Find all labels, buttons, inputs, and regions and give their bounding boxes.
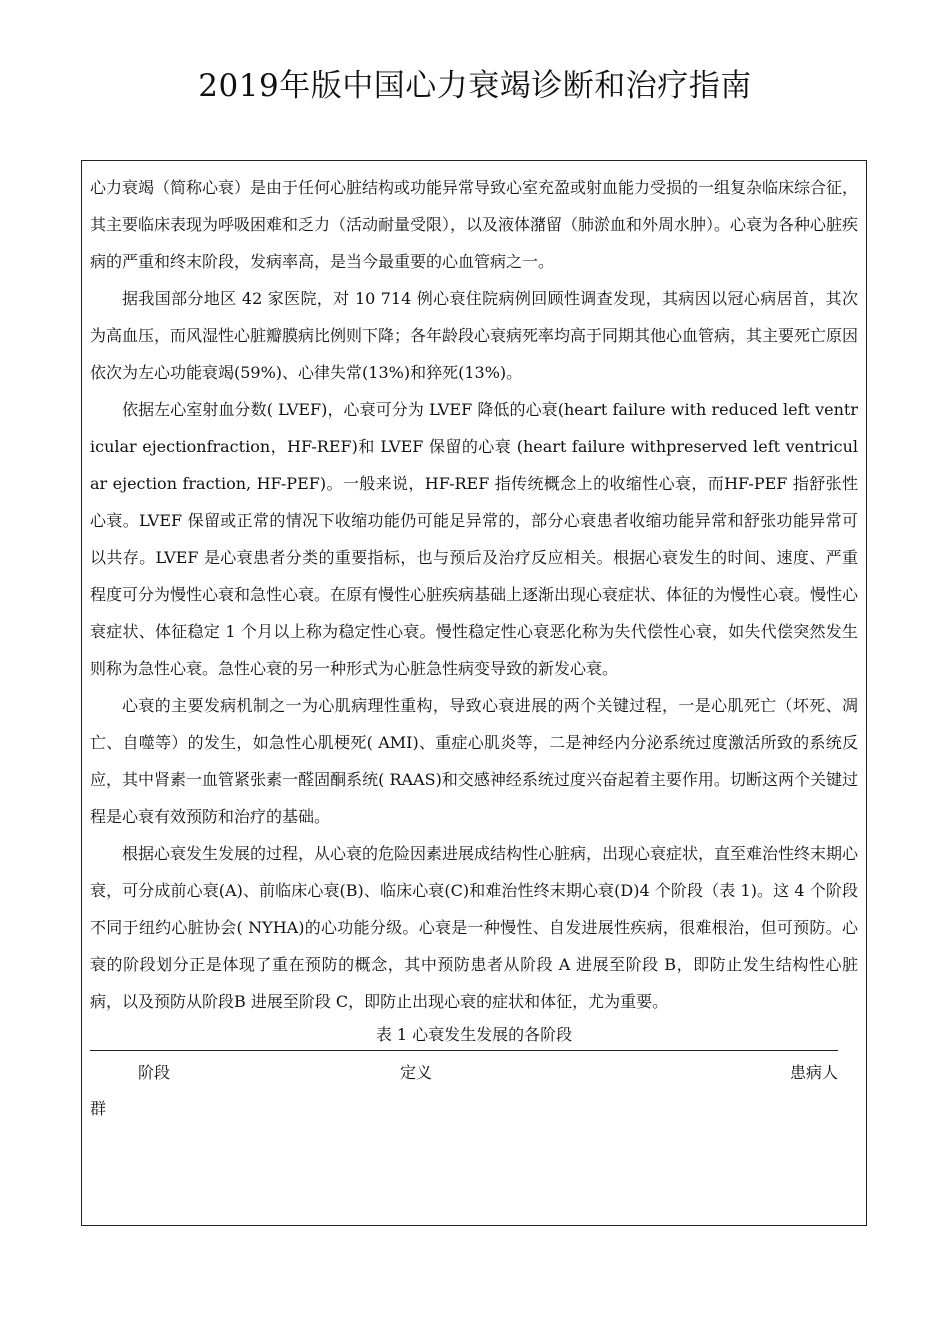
table-caption: 表 1 心衰发生发展的各阶段 [375, 1025, 573, 1044]
document-title: 2019年版中国心力衰竭诊断和治疗指南 [198, 68, 752, 104]
table-header [90, 1050, 838, 1127]
paragraph-mechanism: 心衰的主要发病机制之一为心肌病理性重构，导致心衰进展的两个关键过程，一是心肌死亡（坏死、凋亡、自噬等）的发生，如急性心肌梗死( AMI)、重症心肌炎等，二是神经内分泌系统过度激活所致的系统反应，其中肾素一血管紧张素一醛固酮系统( RAAS)和交感神经系统过度兴奋起着主要作用。切断这两个关键过程是心衰有效预防和治疗的基础。 [90, 696, 858, 826]
table-header-population: 患病人 [789, 1063, 838, 1082]
table-header-population-cont: 群 [90, 1099, 107, 1118]
paragraph-stages: 根据心衰发生发展的过程，从心衰的危险因素进展成结构性心脏病，出现心衰症状，直至难治性终末期心衰，可分成前心衰(A)、前临床心衰(B)、临床心衰(C)和难治性终末期心衰(D)4 个阶段（表 1)。这 4 个阶段不同于纽约心脏协会( NYHA)的心功能分级。心衰是一种慢性、自发进展性疾病，很难根治，但可预防。心衰的阶段划分正是体现了重在预防的概念，其中预防患者从阶段 A 进展至阶段 B，即防止发生结构性心脏病，以及预防从阶段B 进展至阶段 C，即防止出现心衰的症状和体征，尤为重要。 [90, 844, 859, 1011]
content-box [81, 160, 867, 1226]
paragraph-definition: 心力衰竭（简称心衰）是由于任何心脏结构或功能异常导致心室充盈或射血能力受损的一组复杂临床综合征，其主要临床表现为呼吸困难和乏力（活动耐量受限），以及液体潴留（肺淤血和外周水肿）。心衰为各种心脏疾病的严重和终末阶段，发病率高，是当今最重要的心血管病之一。 [90, 178, 859, 271]
paragraph-epidemiology: 据我国部分地区 42 家医院，对 10 714 例心衰住院病例回顾性调查发现，其病因以冠心病居首，其次为高血压，而风湿性心脏瓣膜病比例则下降；各年龄段心衰病死率均高于同期其他心血管病，其主要死亡原因依次为左心功能衰竭(59%)、心律失常(13%)和猝死(13%)。 [90, 289, 859, 382]
table-header-definition: 定义 [400, 1063, 433, 1082]
paragraph-classification: 依据左心室射血分数( LVEF)，心衰可分为 LVEF 降低的心衰(heart failure with reduced left ventricular ejectionfraction，HF-REF)和 LVEF 保留的心衰 (heart failure withpreserved left ventricular ejection fraction, HF-PEF)。一般来说，HF-REF 指传统概念上的收缩性心衰，而HF-PEF 指舒张性心衰。LVEF 保留或正常的情况下收缩功能仍可能足异常的，部分心衰患者收缩功能异常和舒张功能异常可以共存。LVEF 是心衰患者分类的重要指标，也与预后及治疗反应相关。根据心衰发生的时间、速度、严重程度可分为慢性心衰和急性心衰。在原有慢性心脏疾病基础上逐渐出现心衰症状、体征的为慢性心衰。慢性心衰症状、体征稳定 1 个月以上称为稳定性心衰。慢性稳定性心衰恶化称为失代偿性心衰，如失代偿突然发生则称为急性心衰。急性心衰的另一种形式为心脏急性病变导致的新发心衰。 [90, 400, 859, 678]
table-header-stage: 阶段 [138, 1063, 171, 1082]
